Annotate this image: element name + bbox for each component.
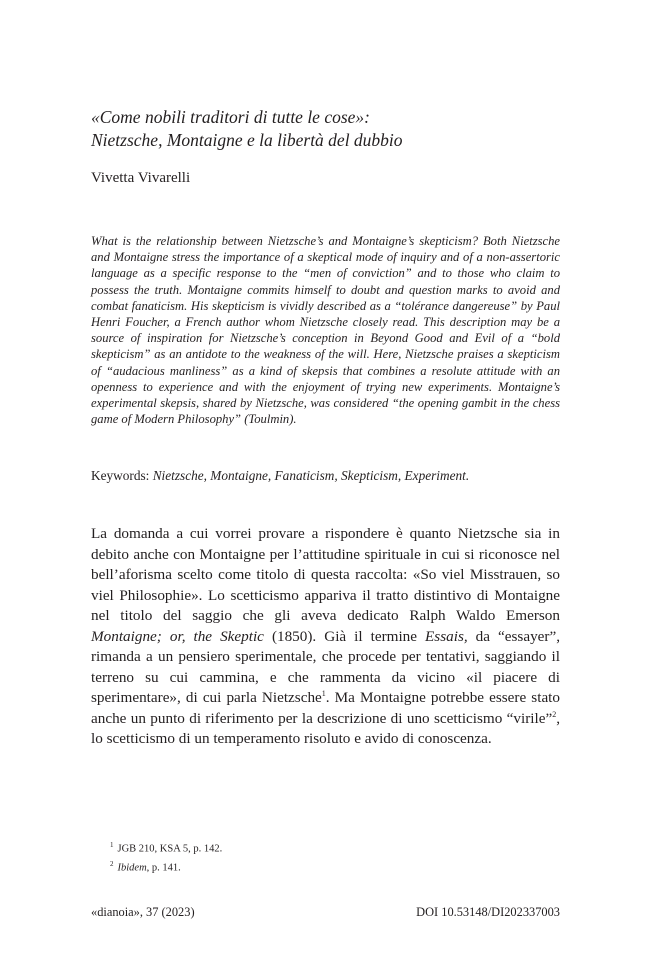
keywords-terms: Nietzsche, Montaigne, Fanaticism, Skepticism, Experiment. [152, 468, 470, 483]
footnote-ref-2[interactable]: 2 [552, 709, 557, 719]
abstract: What is the relationship between Nietzsche’s and Montaigne’s skepticism? Both Nietzsche and Montaigne stress the importance of a skeptical mode of inquiry and of a non-assertoric language as a specific response to the “men of conviction” and to those who claim to possess the truth. Montaigne commits himself to doubt and question marks to avoid and combat fanaticism. His skepticism is vividly described as a “tolérance dangereuse” by Paul Henri Foucher, a French author whom Nietzsche closely read. This description may be a source of inspiration for Nietzsche’s conception in Beyond Good and Evil of a “bold skepticism” as an antidote to the weakness of the will. Here, Nietzsche praises a skepticism of “audacious manliness” as a kind of skepsis that combines a resolute attitude with an openness to experience and with the enjoyment of trying new experiments. Montaigne’s experimental skepsis, shared by Nietzsche, was considered “the opening gambit in the chess game of Modern Philosophy” (Toulmin). [91, 234, 560, 427]
footnote-text: JGB 210, KSA 5, p. 142. [117, 843, 223, 855]
author-name: Vivetta Vivarelli [91, 170, 191, 186]
body-italic-essais: Essais, [425, 627, 468, 645]
body-text-3: da “essayer”, rimanda a un pensiero sperimentale, che procede per tentativi, saggiando il terreno su cui cammina, e che rammenta da vicino «il piacere di sperimentare», di cui parla Nietzsche [91, 627, 560, 706]
keywords [91, 468, 560, 484]
title-line-2: Nietzsche, Montaigne e la libertà del dubbio [91, 130, 403, 150]
footer-journal: «dianoia», 37 (2023) [91, 905, 195, 919]
footnote-text: , p. 141. [146, 862, 181, 873]
footnote-number: 1 [110, 841, 114, 849]
footnotes [110, 838, 222, 875]
body-text-1: La domanda a cui vorrei provare a rispondere è quanto Nietzsche sia in debito anche con Montaigne per l’attitudine spirituale in cui si riconosce nel bell’aforisma scelto come titolo di questa raccolta: «So viel Misstrauen, so viel Philosophie». Lo scetticismo appariva il tratto distintivo di Montaigne nel titolo del saggio che gli aveva dedicato Ralph Waldo Emerson [91, 525, 560, 624]
footer-doi: DOI 10.53148/DI202337003 [416, 905, 560, 919]
body-text-4: . Ma Montaigne potrebbe essere stato anche un punto di riferimento per la descrizione di uno scetticismo “virile” [91, 689, 560, 727]
body-text-5: , lo scetticismo di un temperamento risoluto e avido di conoscenza. [91, 709, 560, 747]
footnote-ref-1[interactable]: 1 [321, 689, 326, 698]
footnote-number: 2 [110, 859, 114, 868]
article-title [91, 106, 571, 152]
title-line-1: «Come nobili traditori di tutte le cose»: [91, 107, 371, 127]
body-italic-title: Montaigne; or, the Skeptic [91, 627, 264, 645]
footnote-italic: Ibidem [117, 862, 147, 873]
keywords-label: Keywords: [91, 468, 150, 483]
footnote-2 [110, 857, 222, 876]
body-paragraph [91, 524, 560, 750]
body-text-2: (1850). Già il termine [271, 627, 418, 645]
footnote-1 [110, 838, 222, 857]
